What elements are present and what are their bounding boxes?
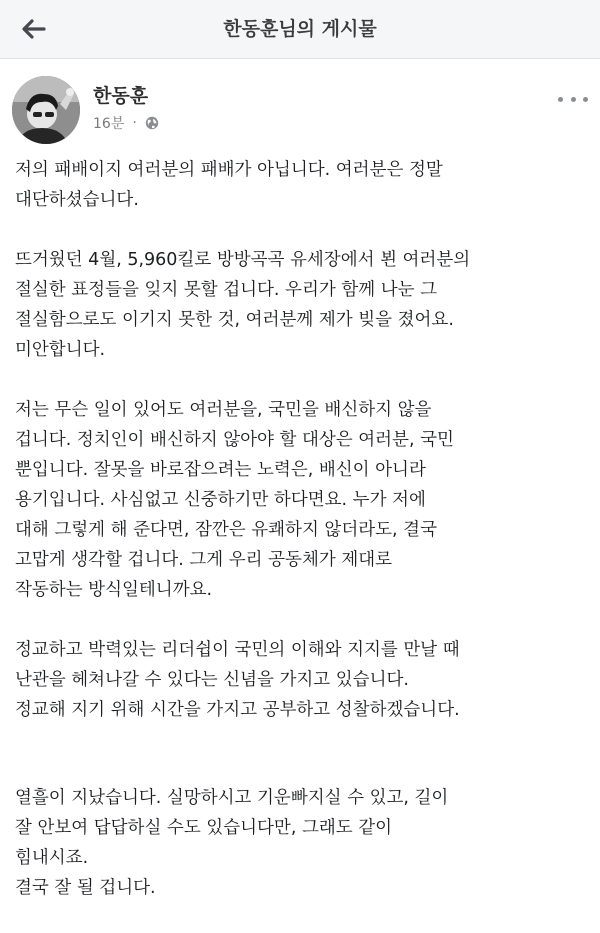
more-dots-icon <box>558 97 563 102</box>
avatar[interactable] <box>12 76 80 144</box>
post-line: 겁니다. 정치인이 배신하지 않아야 할 대상은 여러분, 국민 <box>15 430 454 450</box>
post-line: 열흘이 지났습니다. 실망하시고 기운빠지실 수 있고, 길이 <box>15 788 449 808</box>
post-paragraph <box>15 783 595 903</box>
post-line: 뜨거웠던 4월, 5,960킬로 방방곡곡 유세장에서 뵌 여러분의 <box>15 250 471 270</box>
post-paragraph <box>15 395 595 605</box>
meta-separator: · <box>132 115 137 131</box>
post-line: 미안합니다. <box>15 340 106 360</box>
post-time[interactable]: 16분 <box>93 116 125 132</box>
post-line: 힘내시죠. <box>15 848 89 868</box>
top-header <box>0 0 600 59</box>
more-options-button[interactable] <box>558 89 588 109</box>
post-line: 뿐입니다. 잘못을 바로잡으려는 노력은, 배신이 아니라 <box>15 460 426 480</box>
back-button[interactable] <box>18 14 50 44</box>
globe-icon <box>145 116 159 130</box>
post-meta <box>93 113 159 133</box>
post-line: 용기입니다. 사심없고 신중하기만 하다면요. 누가 저에 <box>15 490 426 510</box>
more-dots-icon <box>571 97 576 102</box>
post-line: 고맙게 생각할 겁니다. 그게 우리 공동체가 제대로 <box>15 550 393 570</box>
post-line: 저는 무슨 일이 있어도 여러분을, 국민을 배신하지 않을 <box>15 400 432 420</box>
author-name[interactable]: 한동훈 <box>93 85 149 107</box>
post-line: 정교해 지기 위해 시간을 가지고 공부하고 성찰하겠습니다. <box>15 700 460 720</box>
post-line: 정교하고 박력있는 리더쉽이 국민의 이해와 지지를 만날 때 <box>15 640 460 660</box>
post-line: 절실함으로도 이기지 못한 것, 여러분께 제가 빚을 졌어요. <box>15 310 454 330</box>
post-header <box>0 59 600 149</box>
post-paragraph <box>15 245 595 365</box>
post-body <box>15 155 595 933</box>
back-arrow-icon <box>21 18 47 40</box>
more-dots-icon <box>583 97 588 102</box>
post-line: 결국 잘 될 겁니다. <box>15 878 156 898</box>
post-line: 난관을 헤쳐나갈 수 있다는 신념을 가지고 있습니다. <box>15 670 409 690</box>
post-line: 대단하셨습니다. <box>15 190 139 210</box>
post-paragraph <box>15 635 595 725</box>
post-paragraph <box>15 155 595 215</box>
post-line: 절실한 표정들을 잊지 못할 겁니다. 우리가 함께 나눈 그 <box>15 280 437 300</box>
post-line: 잘 안보여 답답하실 수도 있습니다만, 그래도 같이 <box>15 818 393 838</box>
profile-photo <box>12 76 80 144</box>
page-title: 한동훈님의 게시물 <box>223 18 377 40</box>
post-line: 저의 패배이지 여러분의 패배가 아닙니다. 여러분은 정말 <box>15 160 443 180</box>
post-line: 작동하는 방식일테니까요. <box>15 580 213 600</box>
post-line: 대해 그렇게 해 준다면, 잠깐은 유쾌하지 않더라도, 결국 <box>15 520 437 540</box>
